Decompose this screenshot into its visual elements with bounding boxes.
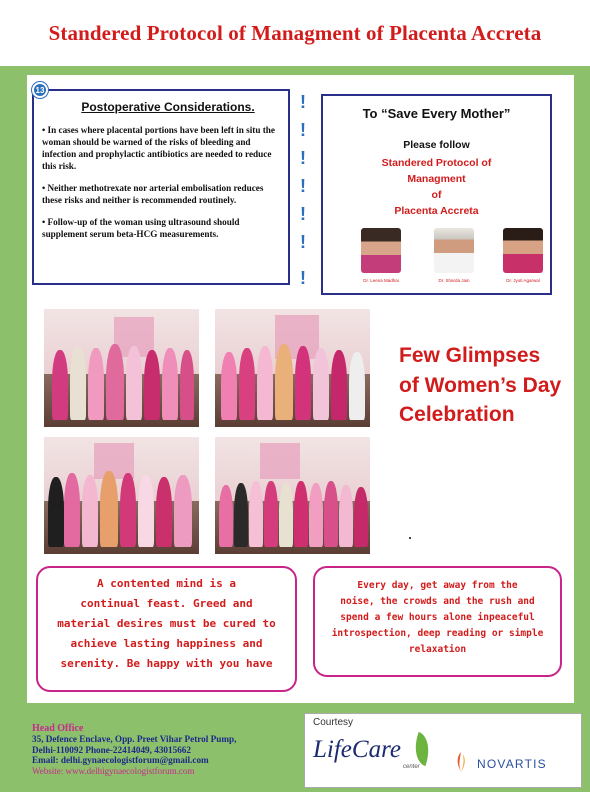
postoperative-heading: Postoperative Considerations.	[81, 100, 255, 114]
doctor-caption: Dr. Jyoti Agarwal	[506, 278, 540, 283]
courtesy-label: Courtesy	[313, 717, 354, 728]
doctor-caption: Dr. Sharda Jain	[438, 278, 470, 283]
exclamation-mark: !	[300, 204, 306, 224]
quote-line: relaxation	[408, 644, 467, 655]
quote-line: serenity. Be happy with you have	[60, 657, 273, 670]
celebration-photo	[215, 309, 370, 427]
celebration-photo	[44, 437, 199, 554]
glimpses-line: Celebration	[399, 403, 515, 426]
head-office-address	[32, 723, 236, 776]
exclamation-mark: !	[300, 92, 306, 112]
quote-line: material desires must be cured to	[57, 617, 276, 630]
address-line: Delhi-110092 Phone-22414049, 43015662	[32, 744, 191, 755]
glimpses-heading	[399, 341, 589, 430]
postoperative-point: • Follow-up of the woman using ultrasound should supplement serum beta-HCG measurements.	[42, 217, 240, 239]
quote-line: achieve lasting happiness and	[70, 637, 263, 650]
protocol-line: Standered Protocol of	[381, 157, 492, 169]
lifecare-logo: LifeCare	[313, 736, 401, 763]
quote-every-day	[313, 566, 562, 677]
courtesy-box	[304, 713, 582, 788]
celebration-photo	[44, 309, 199, 427]
quote-line: introspection, deep reading or simple	[331, 628, 544, 639]
quote-line: continual feast. Greed and	[80, 597, 253, 610]
lifecare-leaf-icon	[408, 732, 435, 766]
address-line: 35, Defence Enclave, Opp. Preet Vihar Petrol Pump,	[32, 734, 237, 744]
postoperative-point: • In cases where placental portions have been left in situ the woman should be warned of the risks of bleeding and infection and prophylactic antibiotics are needed to reduce this risk.	[42, 125, 275, 171]
doctor-photo	[434, 228, 474, 273]
doctor-caption: Dr. Leena Madhai	[363, 278, 399, 283]
glimpses-line: Few Glimpses	[399, 344, 541, 367]
page-title: Standered Protocol of Managment of Placenta Accreta	[48, 20, 542, 45]
save-mother-heading: To “Save Every Mother”	[362, 106, 511, 121]
protocol-line: Managment	[407, 173, 466, 185]
quote-line: A contented mind is a	[96, 577, 237, 590]
lifecare-sub: center	[403, 764, 420, 770]
novartis-logo: NOVARTIS	[477, 757, 547, 771]
quote-line: spend a few hours alone inpeaceful	[340, 612, 535, 623]
doctor-photo	[361, 228, 401, 273]
celebration-photo	[215, 437, 370, 554]
exclamation-mark: !	[300, 148, 306, 168]
title-bar	[0, 0, 590, 66]
postoperative-box	[32, 89, 290, 285]
save-mother-box	[321, 94, 552, 295]
exclamation-mark: !	[300, 120, 306, 140]
protocol-line: Placenta Accreta	[394, 205, 479, 217]
exclamation-mark: !	[300, 176, 306, 196]
postoperative-point: • Neither methotrexate nor arterial embolisation reduces these risks and neither is recommended routinely.	[42, 183, 264, 205]
page-number-badge: 13	[32, 82, 48, 98]
exclamation-mark: !	[300, 232, 306, 252]
quote-line: noise, the crowds and the rush and	[340, 596, 535, 607]
stray-dot	[409, 537, 411, 539]
exclamation-mark: !	[300, 268, 306, 288]
novartis-flame-icon	[454, 750, 468, 774]
please-follow-text: Please follow	[403, 139, 470, 151]
doctor-photo	[503, 228, 543, 273]
head-office-label: Head Office	[32, 723, 84, 734]
protocol-line: of	[431, 189, 442, 201]
quote-contented-mind	[36, 566, 297, 692]
glimpses-line: of Women’s Day	[399, 373, 562, 397]
email-line: Email: delhi.gynaecologistforum@gmail.com	[32, 755, 209, 765]
website-link[interactable]: Website: www.delhigynaecologistforum.com	[32, 765, 195, 776]
quote-line: Every day, get away from the	[357, 580, 518, 591]
